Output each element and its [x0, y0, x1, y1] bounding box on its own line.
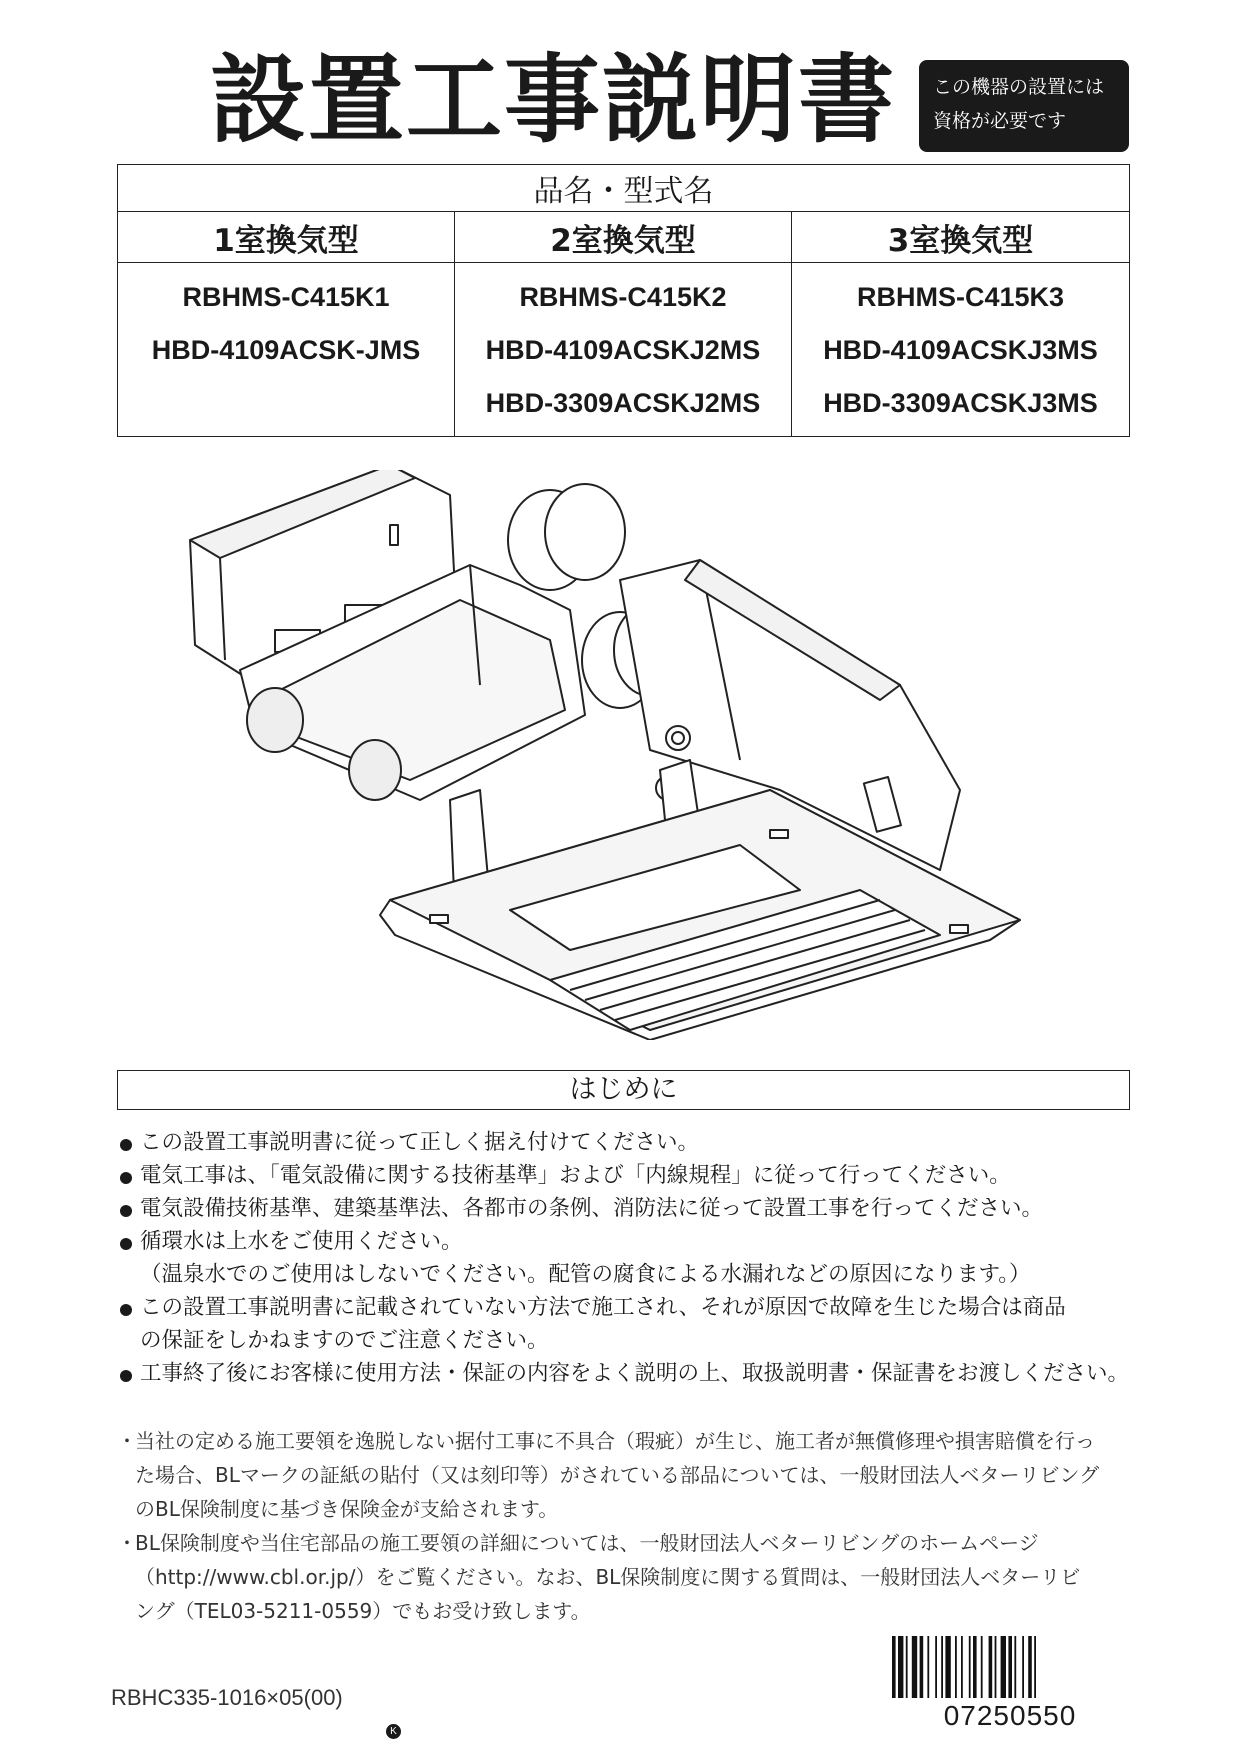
barcode-bar: [935, 1636, 937, 1698]
barcode-bar: [1008, 1636, 1012, 1698]
barcode-bar: [898, 1636, 903, 1698]
list-item: 工事終了後にお客様に使用方法・保証の内容をよく説明の上、取扱説明書・保証書をお渡しください。: [120, 1357, 1140, 1390]
document-number: RBHC335-1016×05(00): [111, 1685, 343, 1710]
list-item: この設置工事説明書に記載されていない方法で施工され、それが原因で故障を生じた場合は商品 の保証をしかねますのでご注意ください。: [120, 1291, 1140, 1357]
list-item-continuation: （温泉水でのご使用はしないでください。配管の腐食による水漏れなどの原因になります。）: [140, 1262, 1031, 1287]
barcode-bar: [892, 1636, 896, 1698]
model-number: HBD-3309ACSKJ3MS: [823, 388, 1098, 418]
badge-line-1: この機器の設置には: [933, 76, 1105, 98]
barcode-bar: [1034, 1636, 1036, 1698]
model-number: HBD-4109ACSKJ3MS: [823, 335, 1098, 365]
barcode-bar: [927, 1636, 929, 1698]
barcode-bar: [906, 1636, 908, 1698]
barcode-bar: [912, 1636, 917, 1698]
bullet-dot-icon: [120, 1304, 132, 1316]
page-title: 設置工事説明書: [210, 44, 896, 156]
barcode-bar: [989, 1636, 993, 1698]
note-line: ング（TEL03-5211-0559）でもお受け致します。: [135, 1599, 591, 1623]
bl-insurance-notes: [117, 1424, 1137, 1628]
model-number: HBD-4109ACSK-JMS: [151, 335, 421, 365]
barcode-bar: [981, 1636, 983, 1698]
barcode-bar: [1014, 1636, 1016, 1698]
column-header-1room: 1室換気型: [118, 212, 455, 263]
barcode-bar: [941, 1636, 943, 1698]
bullet-dot-icon: [120, 1139, 132, 1151]
note-line: ・ 当社の定める施工要領を逸脱しない据付工事に不具合（瑕疵）が生じ、施工者が無償修理や損害賠償を行っ: [117, 1429, 1095, 1453]
bullet-dot-icon: [120, 1238, 132, 1250]
intro-bullet-list: [120, 1126, 1140, 1390]
intro-heading: はじめに: [117, 1070, 1130, 1110]
bullet-dot-icon: [120, 1172, 132, 1184]
barcode-bar: [969, 1636, 971, 1698]
model-number: RBHMS-C415K3: [856, 282, 1065, 312]
model-cell-3room: [791, 263, 1129, 437]
note-line: ・ BL保険制度や当住宅部品の施工要領の詳細については、一般財団法人ベターリビングのホームページ: [117, 1531, 1039, 1555]
bullet-dot-icon: [120, 1370, 132, 1382]
note-line: （http://www.cbl.or.jp/）をご覧ください。なお、BL保険制度に関する質問は、一般財団法人ベターリビ: [135, 1565, 1081, 1589]
barcode-bar: [995, 1636, 997, 1698]
barcode-bar: [1028, 1636, 1032, 1698]
model-number: HBD-4109ACSKJ2MS: [485, 335, 761, 365]
barcode-bar: [945, 1636, 950, 1698]
note-line: のBL保険制度に基づき保険金が支給されます。: [135, 1497, 559, 1521]
list-item: 電気設備技術基準、建築基準法、各都市の条例、消防法に従って設置工事を行ってください。: [120, 1192, 1140, 1225]
barcode-bar: [920, 1636, 924, 1698]
column-header-3room: 3室換気型: [791, 212, 1129, 263]
barcode-bar: [973, 1636, 977, 1698]
product-illustration: [180, 470, 1060, 1040]
barcode: [890, 1636, 1130, 1698]
list-item: この設置工事説明書に従って正しく据え付けてください。: [120, 1126, 1140, 1159]
barcode-number: 07250550: [943, 1700, 1077, 1731]
k-mark-icon: K: [386, 1724, 401, 1739]
model-number: [118, 377, 454, 430]
barcode-bar: [1001, 1636, 1006, 1698]
qualification-badge: [919, 60, 1129, 152]
barcode-bar: [961, 1636, 963, 1698]
model-cell-2room: [454, 263, 791, 437]
column-header-2room: 2室換気型: [454, 212, 791, 263]
list-item-continuation: の保証をしかねますのでご注意ください。: [140, 1328, 549, 1353]
barcode-bar: [1022, 1636, 1024, 1698]
note-line: た場合、BLマークの証紙の貼付（又は刻印等）がされている部品については、一般財団法人ベターリビング: [135, 1463, 1100, 1487]
list-item: 循環水は上水をご使用ください。 （温泉水でのご使用はしないでください。配管の腐食による水漏れなどの原因になります。）: [120, 1225, 1140, 1291]
model-table-header: 品名・型式名: [118, 165, 1130, 212]
model-number: RBHMS-C415K1: [182, 282, 390, 312]
bullet-dot-icon: [120, 1205, 132, 1217]
model-table: [117, 164, 1130, 437]
model-number: HBD-3309ACSKJ2MS: [485, 388, 761, 418]
list-item: 電気工事は、「電気設備に関する技術基準」および「内線規程」に従って行ってください。: [120, 1159, 1140, 1192]
badge-line-2: 資格が必要です: [933, 110, 1067, 132]
model-cell-1room: [118, 263, 455, 437]
model-number: RBHMS-C415K2: [519, 282, 727, 312]
barcode-bar: [955, 1636, 957, 1698]
